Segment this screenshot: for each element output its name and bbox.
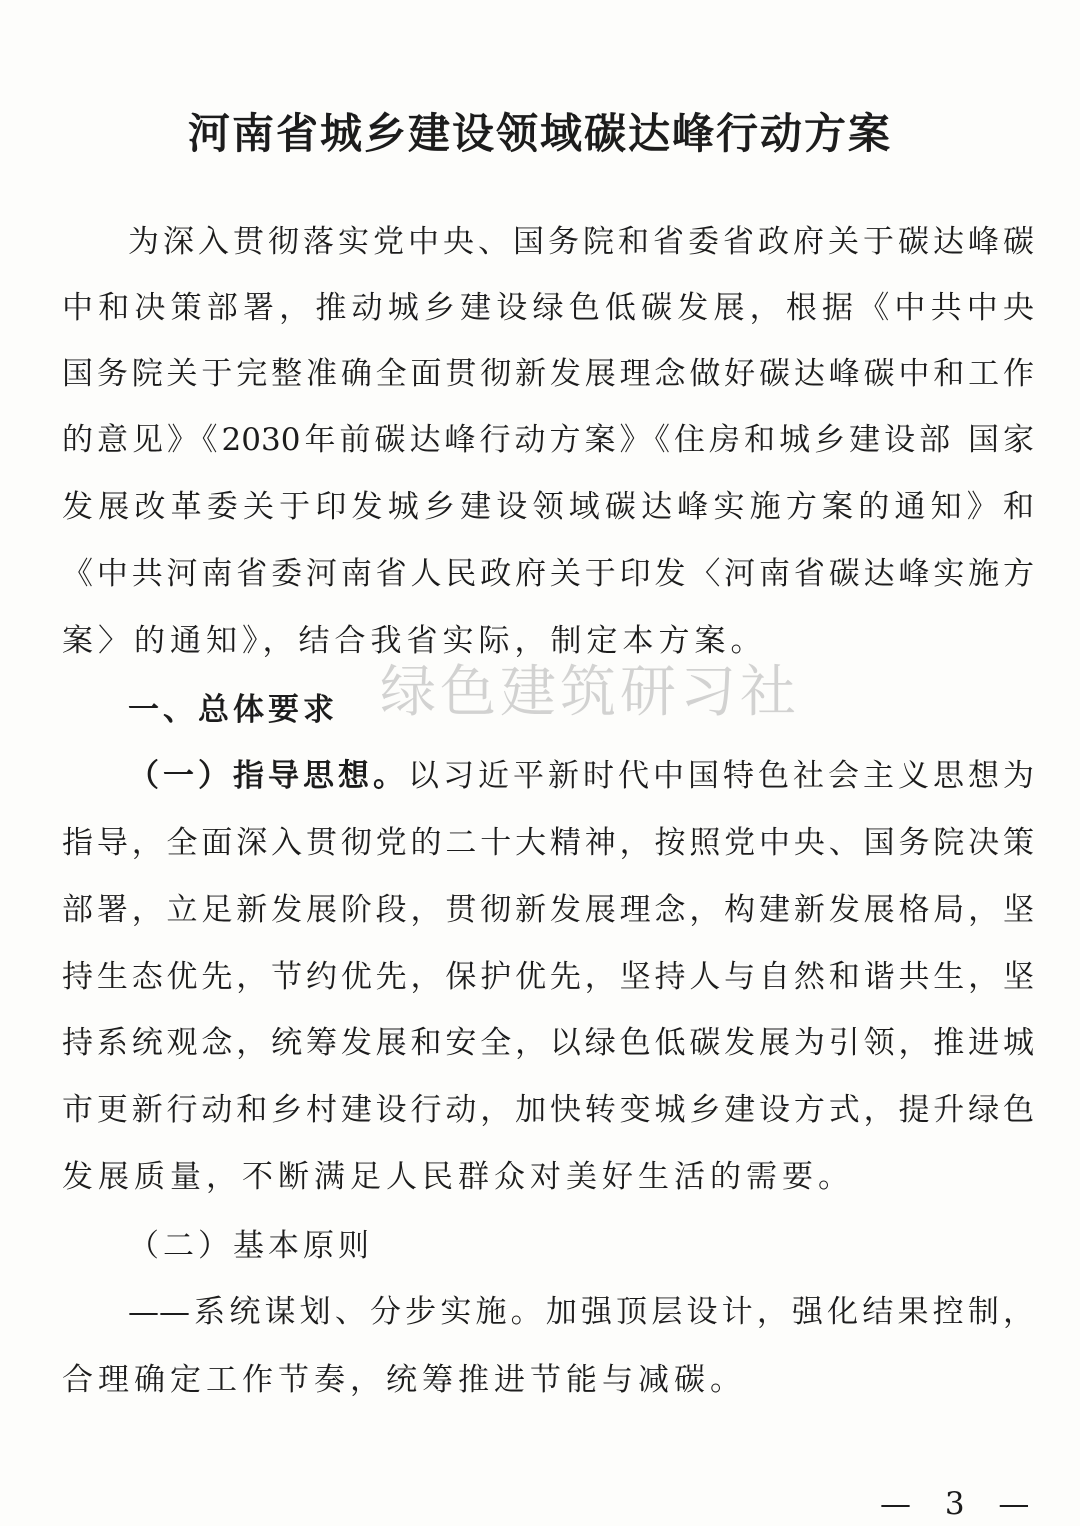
guiding-thought-label: （一）指导思想。	[128, 758, 408, 794]
page-number: — 3 —	[880, 1486, 1042, 1522]
intro-line-4: 的意见》《2030年前碳达峰行动方案》《住房和城乡建设部 国家	[62, 422, 1034, 458]
principle-line-1: ——系统谋划、分步实施。加强顶层设计，强化结果控制，	[128, 1294, 1034, 1330]
intro-line-1: 为深入贯彻落实党中央、国务院和省委省政府关于碳达峰碳	[128, 224, 1034, 260]
intro-line-2: 中和决策部署，推动城乡建设绿色低碳发展，根据《中共中央	[62, 290, 1034, 326]
document-title: 河南省城乡建设领域碳达峰行动方案	[187, 109, 892, 158]
intro-line-3: 国务院关于完整准确全面贯彻新发展理念做好碳达峰碳中和工作	[62, 356, 1034, 392]
guiding-thought-line-7: 发展质量，不断满足人民群众对美好生活的需要。	[62, 1159, 854, 1195]
guiding-thought-line-2: 指导，全面深入贯彻党的二十大精神，按照党中央、国务院决策	[62, 825, 1034, 861]
guiding-thought-line-1	[128, 754, 1034, 798]
principle-line-2: 合理确定工作节奏，统筹推进节能与减碳。	[62, 1362, 746, 1398]
intro-line-5: 发展改革委关于印发城乡建设领域碳达峰实施方案的通知》和	[62, 489, 1034, 525]
guiding-thought-line-4: 持生态优先，节约优先，保护优先，坚持人与自然和谐共生，坚	[62, 959, 1034, 995]
guiding-thought-line-6: 市更新行动和乡村建设行动，加快转变城乡建设方式，提升绿色	[62, 1092, 1034, 1128]
guiding-thought-line-5: 持系统观念，统筹发展和安全，以绿色低碳发展为引领，推进城	[62, 1025, 1034, 1061]
intro-line-7: 案〉的通知》，结合我省实际，制定本方案。	[62, 623, 767, 659]
guiding-thought-line-1-text: 以习近平新时代中国特色社会主义思想为	[408, 758, 1034, 794]
basic-principles-heading: （二）基本原则	[128, 1228, 373, 1264]
section-heading-general-requirements: 一、总体要求	[128, 692, 338, 728]
intro-line-6: 《中共河南省委河南省人民政府关于印发〈河南省碳达峰实施方	[62, 556, 1034, 592]
watermark-text: 绿色建筑研习社	[380, 660, 800, 725]
guiding-thought-line-3: 部署，立足新发展阶段，贯彻新发展理念，构建新发展格局，坚	[62, 892, 1034, 928]
